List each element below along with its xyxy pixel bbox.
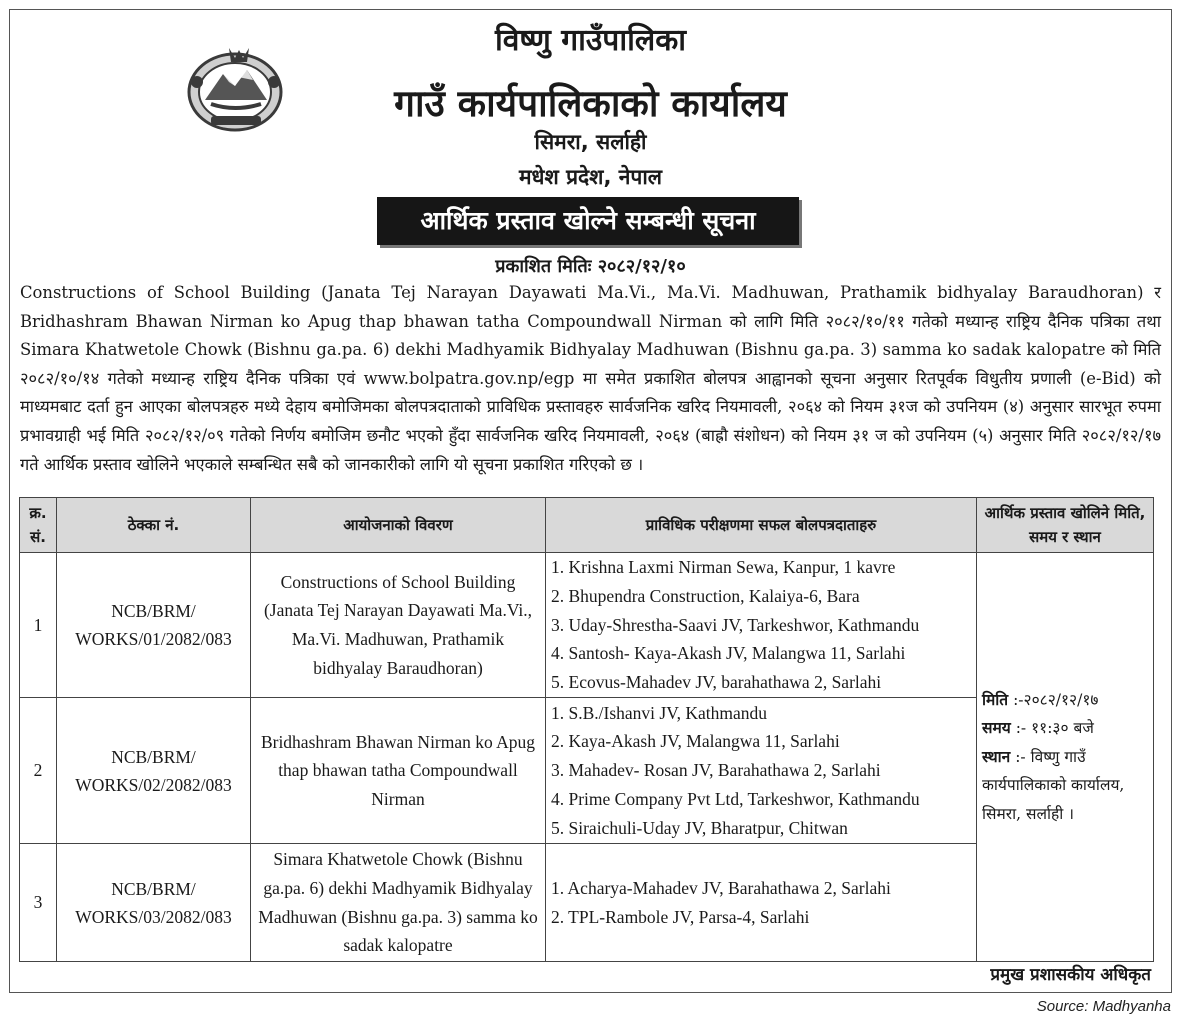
table-row xyxy=(20,553,1154,698)
opening-date: :-२०८२/१२/१७ xyxy=(1013,690,1099,709)
bidder-item: 2. Kaya-Akash JV, Malangwa 11, Sarlahi xyxy=(551,731,840,752)
bidder-item: 1. Acharya-Mahadev JV, Barahathawa 2, Sarlahi xyxy=(551,877,891,898)
contract-line-b: WORKS/02/2082/083 xyxy=(75,774,232,795)
office-name: गाउँ कार्यपालिकाको कार्यालय xyxy=(394,82,787,125)
row-description: Constructions of School Building (Janata Tej Narayan Dayawati Ma.Vi., Ma.Vi. Madhuwan, Prathamik bidhyalay Baraudhoran) xyxy=(251,553,546,698)
opening-time-label: समय xyxy=(982,719,1011,738)
col-header-description: आयोजनाको विवरण xyxy=(251,498,546,553)
bidder-item: 1. Krishna Laxmi Nirman Sewa, Kanpur, 1 kavre xyxy=(551,557,896,577)
row-contract xyxy=(57,698,251,844)
col-header-contract: ठेक्का नं. xyxy=(57,498,251,553)
contract-line-b: WORKS/03/2082/083 xyxy=(75,906,232,927)
bidder-item: 1. S.B./Ishanvi JV, Kathmandu xyxy=(551,702,767,723)
row-sn: 3 xyxy=(20,844,57,962)
notice-title: आर्थिक प्रस्ताव खोल्ने सम्बन्धी सूचना xyxy=(377,197,799,245)
bidder-item: 2. Bhupendra Construction, Kalaiya-6, Bara xyxy=(551,585,860,606)
municipality-name: विष्णु गाउँपालिका xyxy=(494,23,687,58)
opening-time: :- ११:३० बजे xyxy=(1015,719,1094,738)
bidder-item: 4. Santosh- Kaya-Akash JV, Malangwa 11, Sarlahi xyxy=(551,643,906,664)
published-date: प्रकाशित मितिः २०८२/१२/१० xyxy=(495,256,686,277)
contract-line-a: NCB/BRM/ xyxy=(111,746,196,767)
contract-line-a: NCB/BRM/ xyxy=(111,878,196,899)
opening-place: :- विष्णु गाउँ कार्यपालिकाको कार्यालय, सिमरा, सर्लाही । xyxy=(982,747,1125,823)
opening-date-label: मिति xyxy=(982,690,1009,709)
province-country: मधेश प्रदेश, नेपाल xyxy=(519,165,662,189)
signatory: प्रमुख प्रशासकीय अधिकृत xyxy=(990,965,1151,985)
row-description: Simara Khatwetole Chowk (Bishnu ga.pa. 6) dekhi Madhyamik Bidhyalay Madhuwan (Bishnu ga.pa. 3) samma ko sadak kalopatre xyxy=(251,844,546,962)
opening-details xyxy=(977,553,1154,962)
row-sn: 1 xyxy=(20,553,57,698)
row-bidders xyxy=(546,844,977,962)
opening-place-label: स्थान xyxy=(982,747,1011,766)
row-bidders xyxy=(546,553,977,698)
row-bidders xyxy=(546,698,977,844)
bidders-table xyxy=(19,497,1154,962)
bidder-item: 4. Prime Company Pvt Ltd, Tarkeshwor, Kathmandu xyxy=(551,788,920,809)
col-header-sn: क्र. सं. xyxy=(20,498,57,553)
row-sn: 2 xyxy=(20,698,57,844)
bidder-item: 2. TPL-Rambole JV, Parsa-4, Sarlahi xyxy=(551,906,810,927)
table-header-row xyxy=(20,498,1154,553)
contract-line-b: WORKS/01/2082/083 xyxy=(75,629,232,649)
office-location: सिमरा, सर्लाही xyxy=(534,130,647,154)
row-contract xyxy=(57,844,251,962)
col-header-opening: आर्थिक प्रस्ताव खोलिने मिति, समय र स्थान xyxy=(977,498,1154,553)
bidder-item: 5. Ecovus-Mahadev JV, barahathawa 2, Sarlahi xyxy=(551,672,882,693)
contract-line-a: NCB/BRM/ xyxy=(111,601,196,621)
bidder-item: 5. Siraichuli-Uday JV, Bharatpur, Chitwan xyxy=(551,817,848,838)
source-credit: Source: Madhyanha xyxy=(1036,998,1171,1015)
bidder-item: 3. Uday-Shrestha-Saavi JV, Tarkeshwor, Kathmandu xyxy=(551,614,920,635)
row-contract xyxy=(57,553,251,698)
col-header-bidders: प्राविधिक परीक्षणमा सफल बोलपत्रदाताहरु xyxy=(546,498,977,553)
notice-body: Constructions of School Building (Janata Tej Narayan Dayawati Ma.Vi., Ma.Vi. Madhuwan, Prathamik bidhyalay Baraudhoran) र Bridhashram Bhawan Nirman ko Apug thap bhawan tatha Compoundwall Nirman को लागि मिति २०८२/१०/११ गतेको मध्यान्ह राष्ट्रिय दैनिक पत्रिका तथा Simara Khatwetole Chowk (Bishnu ga.pa. 6) dekhi Madhyamik Bidhyalay Madhuwan (Bishnu ga.pa. 3) samma ko sadak kalopatre को मिति २०८२/१०/१४ गतेको मध्यान्ह राष्ट्रिय दैनिक पत्रिका एवं www.bolpatra.gov.np/egp मा समेत प्रकाशित बोलपत्र आह्वानको सूचना अनुसार रितपूर्वक विधुतीय प्रणाली (e-Bid) को माध्यमबाट दर्ता हुन आएका बोलपत्रहरु मध्ये देहाय बमोजिमका बोलपत्रदाताको प्राविधिक प्रस्तावहरु सार्वजनिक खरिद नियमावली, २०६४ को नियम ३१ज को उपनियम (४) अनुसार सारभूत रुपमा प्रभावग्राही भई मिति २०८२/१२/०९ गतेको निर्णय बमोजिम छनौट भएको हुँदा सार्वजनिक खरिद नियमावली, २०६४ (बाह्रौ संशोधन) को नियम ३१ ज को उपनियम (५) अनुसार मिति २०८२/१२/१७ गते आर्थिक प्रस्ताव खोलिने भएकाले सम्बन्धित सबै को जानकारीको लागि यो सूचना प्रकाशित गरिएको छ । xyxy=(20,283,1161,474)
bidder-item: 3. Mahadev- Rosan JV, Barahathawa 2, Sarlahi xyxy=(551,760,881,781)
row-description: Bridhashram Bhawan Nirman ko Apug thap bhawan tatha Compoundwall Nirman xyxy=(251,698,546,844)
